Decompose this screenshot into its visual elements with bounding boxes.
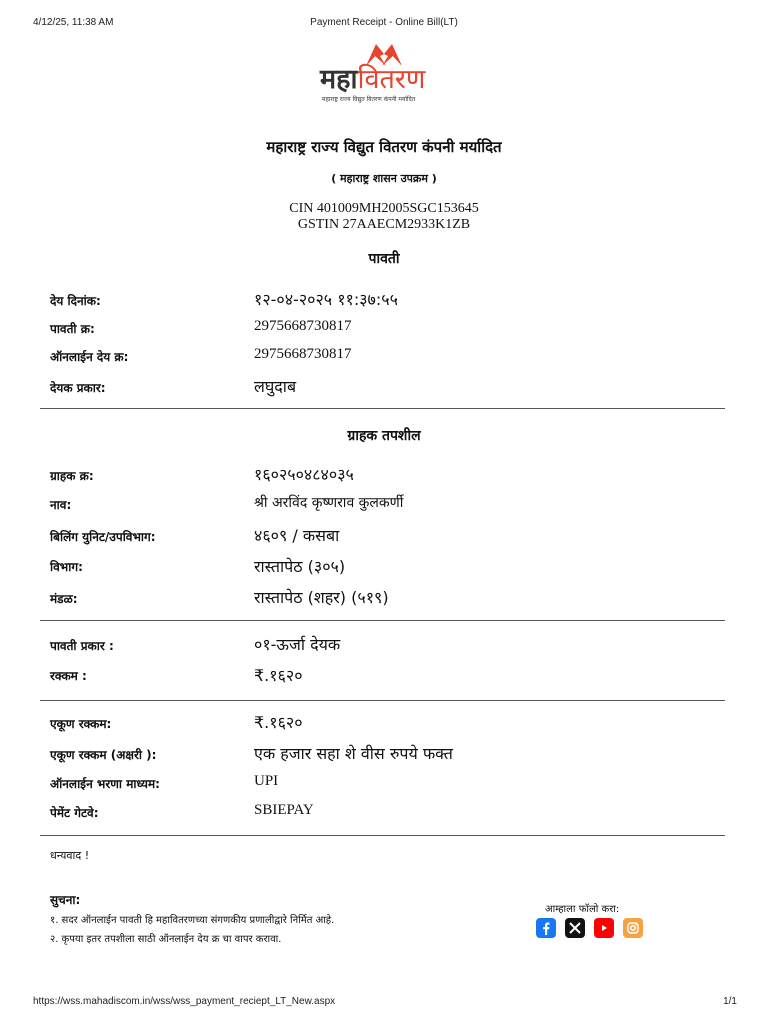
field-label-payment-gateway: पेमेंट गेटवे: — [50, 806, 99, 820]
field-label-amount-in-words: एकूण रक्कम (अक्षरी ): — [50, 748, 157, 762]
field-value-name: श्री अरविंद कृष्णराव कुलकर्णी — [254, 495, 404, 511]
print-url: https://wss.mahadiscom.in/wss/wss_payment_reciept_LT_New.aspx — [33, 996, 336, 1007]
company-cin: CIN 401009MH2005SGC153645 — [289, 201, 479, 216]
section-divider — [40, 620, 725, 621]
field-value-receipt-type: ०१-ऊर्जा देयक — [254, 635, 341, 654]
company-subtitle: ( महाराष्ट्र शासन उपक्रम ) — [331, 172, 437, 185]
field-label-online-bill-no: ऑनलाईन देय क्र: — [50, 350, 129, 364]
field-label-receipt-no: पावती क्र: — [50, 322, 95, 336]
x-icon[interactable] — [565, 918, 585, 938]
mahavitaran-logo — [318, 40, 450, 106]
field-value-consumer-no: १६०२५०४८४०३५ — [254, 465, 354, 484]
logo-maha: महा — [320, 64, 358, 95]
logo-wordmark — [320, 64, 425, 96]
field-label-billing-unit: बिलिंग युनिट/उपविभाग: — [50, 530, 156, 544]
field-value-bill-type: लघुदाब — [254, 377, 297, 396]
field-value-online-bill-no: 2975668730817 — [254, 346, 352, 362]
thank-you-text: धन्यवाद ! — [50, 849, 90, 862]
field-label-total-amount: एकूण रक्कम: — [50, 717, 112, 731]
field-value-due-date: १२-०४-२०२५ ११:३७:५५ — [254, 290, 398, 309]
social-icons — [536, 918, 643, 938]
section-divider — [40, 408, 725, 409]
field-label-receipt-type: पावती प्रकार : — [50, 639, 114, 653]
field-value-division: रास्तापेठ (३०५) — [254, 557, 346, 576]
field-value-payment-mode: UPI — [254, 773, 279, 789]
field-value-amount: ₹.१६२० — [254, 666, 303, 685]
field-label-amount: रक्कम : — [50, 669, 87, 683]
section-divider — [40, 835, 725, 836]
print-page-number: 1/1 — [723, 996, 737, 1007]
facebook-icon[interactable] — [536, 918, 556, 938]
customer-heading: ग्राहक तपशील — [347, 428, 421, 444]
company-gstin: GSTIN 27AAECM2933K1ZB — [297, 217, 471, 232]
instagram-icon[interactable] — [623, 918, 643, 938]
print-datetime: 4/12/25, 11:38 AM — [33, 17, 114, 28]
field-label-bill-type: देयक प्रकार: — [50, 381, 106, 395]
field-label-consumer-no: ग्राहक क्र: — [50, 469, 94, 483]
receipt-heading: पावती — [368, 251, 400, 267]
field-value-total-amount: ₹.१६२० — [254, 713, 303, 732]
logo-tagline: महाराष्ट्र राज्य विद्युत वितरण कंपनी मर्यादित — [322, 96, 416, 103]
field-label-name: नाव: — [50, 498, 72, 512]
logo-vitaran: वितरण — [357, 64, 426, 95]
field-value-receipt-no: 2975668730817 — [254, 318, 352, 334]
field-value-payment-gateway: SBIEPAY — [254, 802, 314, 818]
field-value-circle: रास्तापेठ (शहर) (५१९) — [254, 588, 389, 607]
field-label-due-date: देय दिनांक: — [50, 294, 101, 308]
field-label-division: विभाग: — [50, 560, 83, 574]
note-item: १. सदर ऑनलाईन पावती हि महावितरणच्या संगणकीय प्रणालीद्वारे निर्मित आहे. — [50, 915, 335, 926]
note-item: २. कृपया इतर तपशीला साठी ऑनलाईन देय क्र चा वापर करावा. — [50, 934, 282, 945]
social-follow-label: आम्हाला फॉलो करा: — [545, 904, 620, 915]
section-divider — [40, 700, 725, 701]
field-label-payment-mode: ऑनलाईन भरणा माध्यम: — [50, 777, 160, 791]
print-page-title: Payment Receipt - Online Bill(LT) — [310, 17, 458, 28]
notes-heading: सुचना: — [50, 893, 81, 907]
field-value-billing-unit: ४६०९ / कसबा — [254, 526, 340, 545]
field-label-circle: मंडळ: — [50, 592, 78, 606]
youtube-icon[interactable] — [594, 918, 614, 938]
company-name: महाराष्ट्र राज्य विद्युत वितरण कंपनी मर्यादित — [266, 138, 502, 156]
field-value-amount-in-words: एक हजार सहा शे वीस रुपये फक्त — [254, 744, 453, 763]
